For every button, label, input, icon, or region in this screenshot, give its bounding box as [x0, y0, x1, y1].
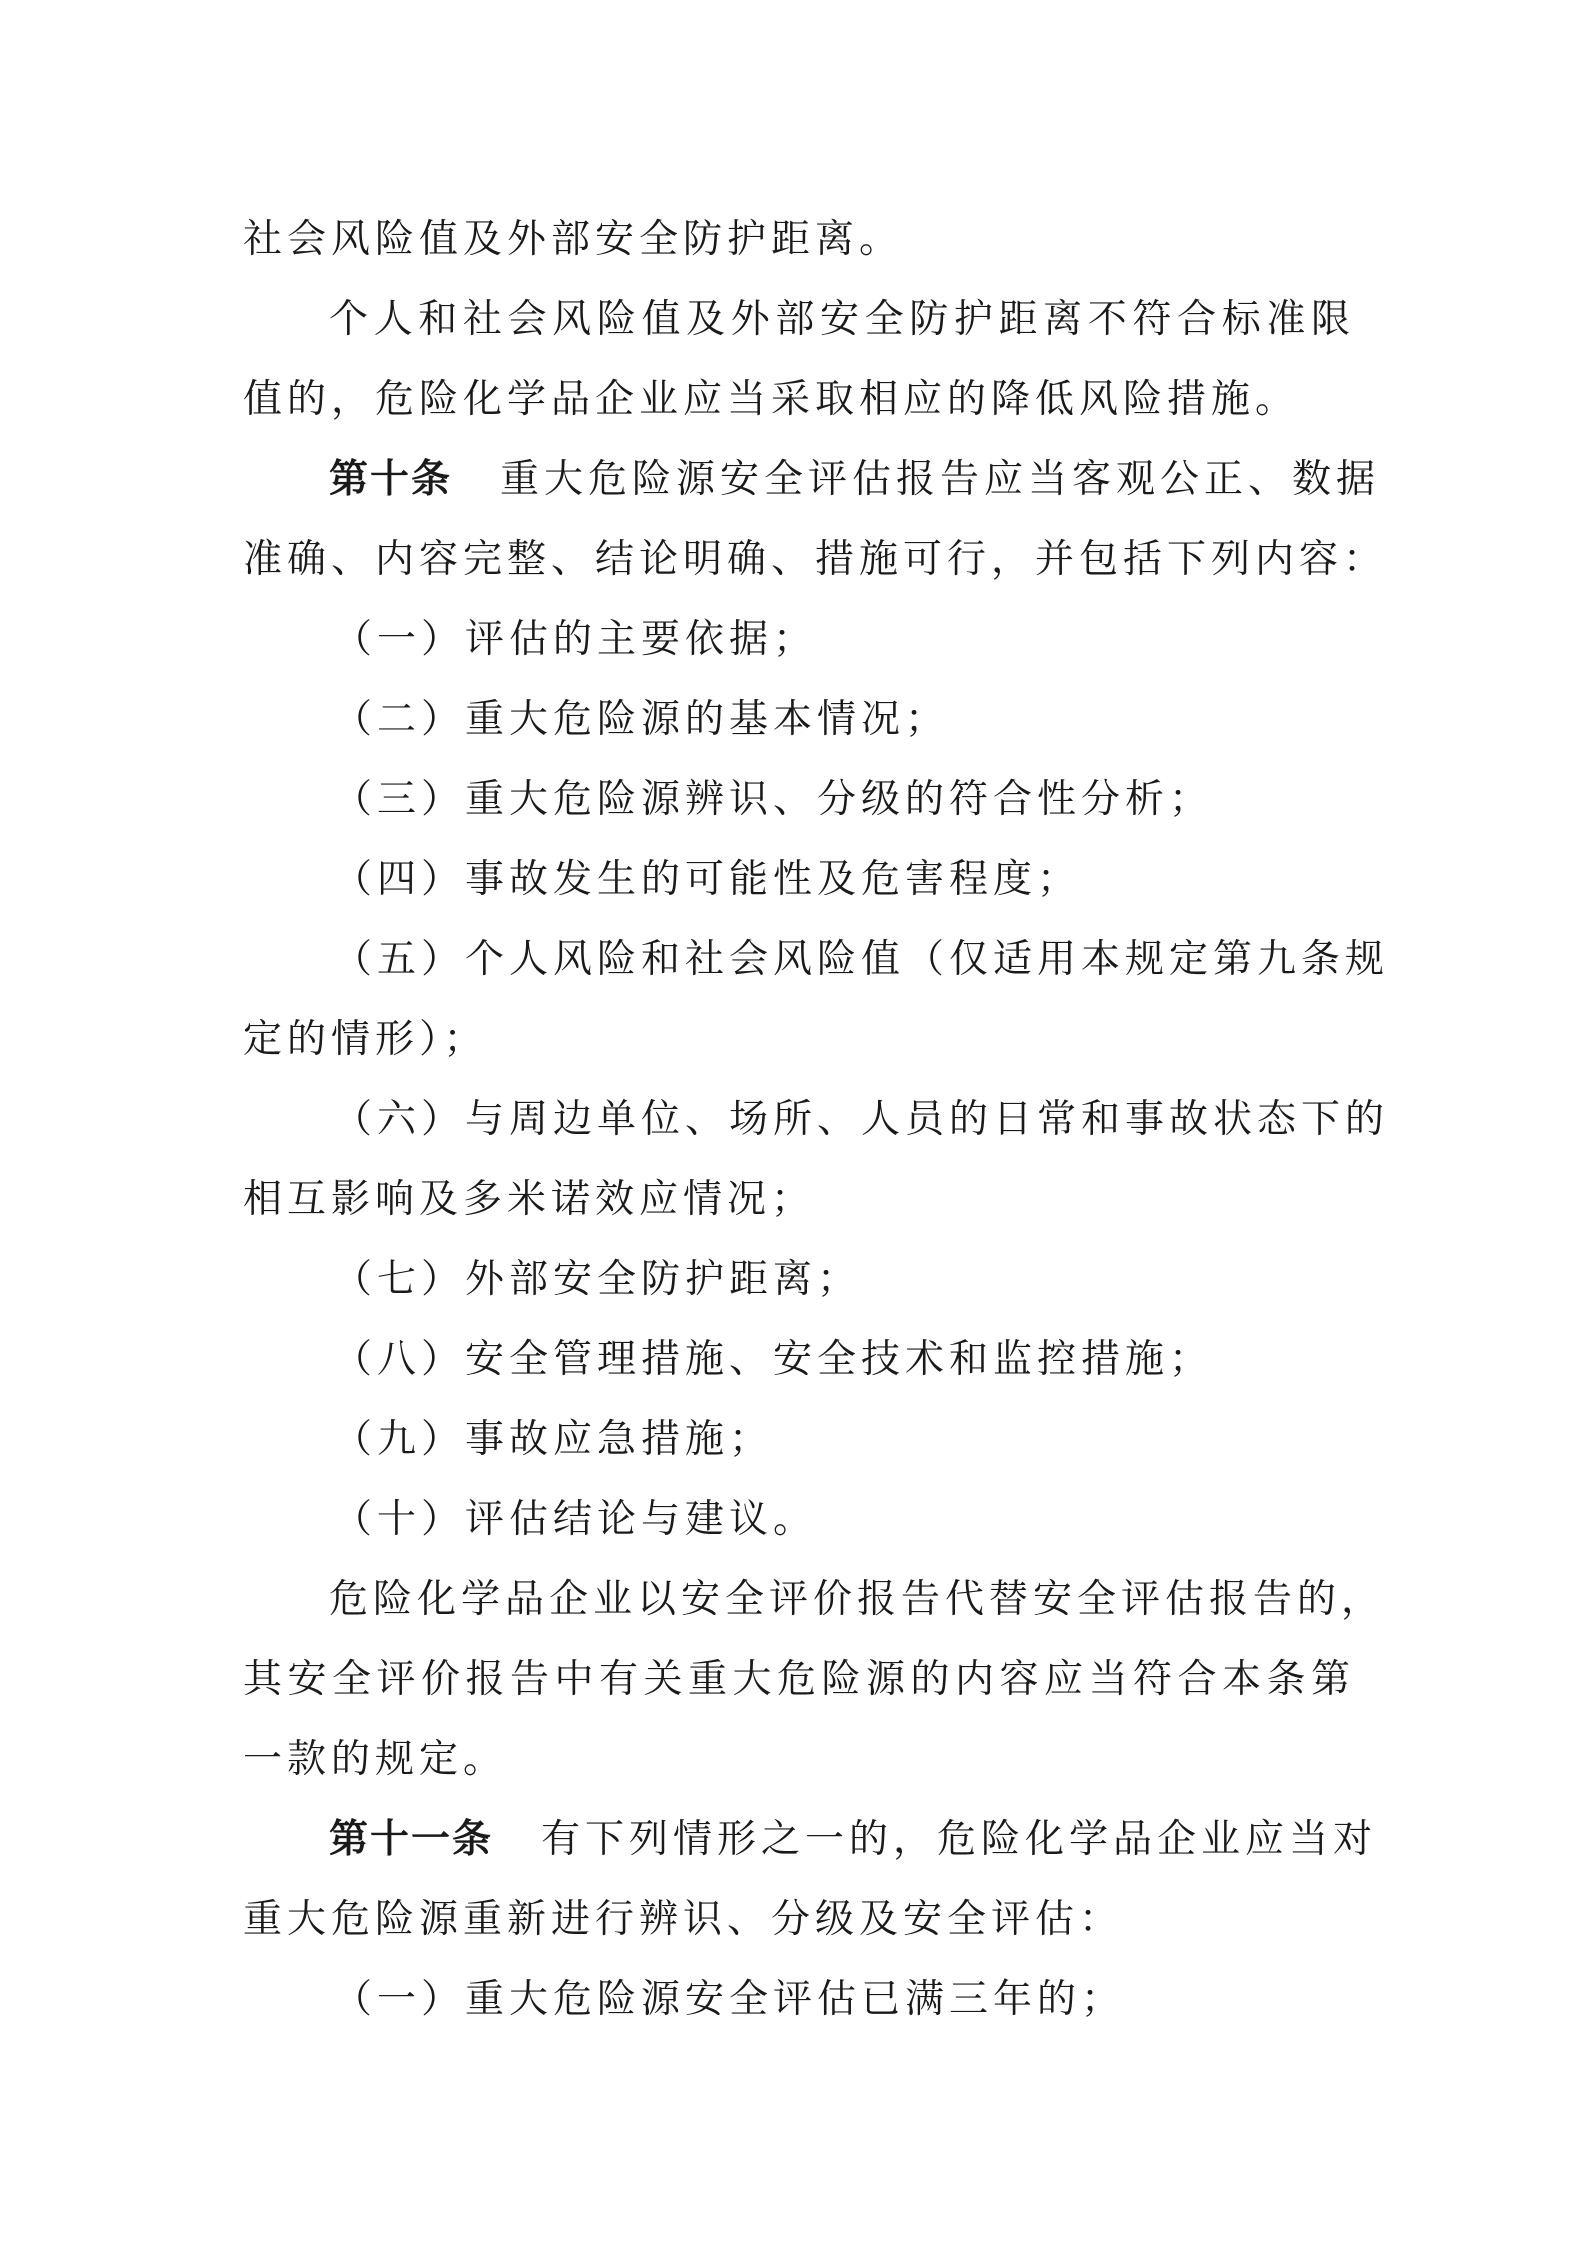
- list-item: （九）事故应急措施；: [333, 1417, 774, 1462]
- text-line: 其安全评价报告中有关重大危险源的内容应当符合本条第: [243, 1657, 1355, 1702]
- article-heading: 第十条: [329, 457, 453, 502]
- text-line: 值的，危险化学品企业应当采取相应的降低风险措施。: [243, 377, 1300, 422]
- list-item: （七）外部安全防护距离；: [333, 1257, 862, 1302]
- text-line: 准确、内容完整、结论明确、措施可行，并包括下列内容：: [243, 537, 1388, 582]
- text-line: 重大危险源重新进行辨识、分级及安全评估：: [243, 1897, 1124, 1942]
- list-item: （一）重大危险源安全评估已满三年的；: [333, 1977, 1126, 2022]
- list-item: （三）重大危险源辨识、分级的符合性分析；: [333, 777, 1214, 822]
- text-line: 重大危险源安全评估报告应当客观公正、数据: [500, 457, 1381, 502]
- list-item: （四）事故发生的可能性及危害程度；: [333, 857, 1082, 902]
- article-heading: 第十一条: [329, 1817, 494, 1862]
- text-line: 有下列情形之一的，危险化学品企业应当对: [541, 1817, 1378, 1862]
- list-item-continuation: 定的情形）；: [243, 1017, 488, 1062]
- text-line: 个人和社会风险值及外部安全防护距离不符合标准限: [329, 297, 1355, 342]
- list-item: （八）安全管理措施、安全技术和监控措施；: [333, 1337, 1214, 1382]
- text-line: 危险化学品企业以安全评价报告代替安全评估报告的，: [329, 1577, 1386, 1622]
- list-item: （五）个人风险和社会风险值（仅适用本规定第九条规: [333, 937, 1390, 982]
- text-line: 一款的规定。: [243, 1737, 508, 1782]
- article-11-first-line: [243, 1800, 1378, 1880]
- text-line: 社会风险值及外部安全防护距离。: [243, 217, 904, 262]
- list-item-continuation: 相互影响及多米诺效应情况；: [243, 1177, 816, 1222]
- list-item: （二）重大危险源的基本情况；: [333, 697, 950, 742]
- document-body: [243, 200, 1390, 2040]
- article-10-first-line: [243, 440, 1381, 520]
- list-item: （一）评估的主要依据；: [333, 617, 818, 662]
- list-item: （十）评估结论与建议。: [333, 1497, 818, 1542]
- list-item: （六）与周边单位、场所、人员的日常和事故状态下的: [333, 1097, 1390, 1142]
